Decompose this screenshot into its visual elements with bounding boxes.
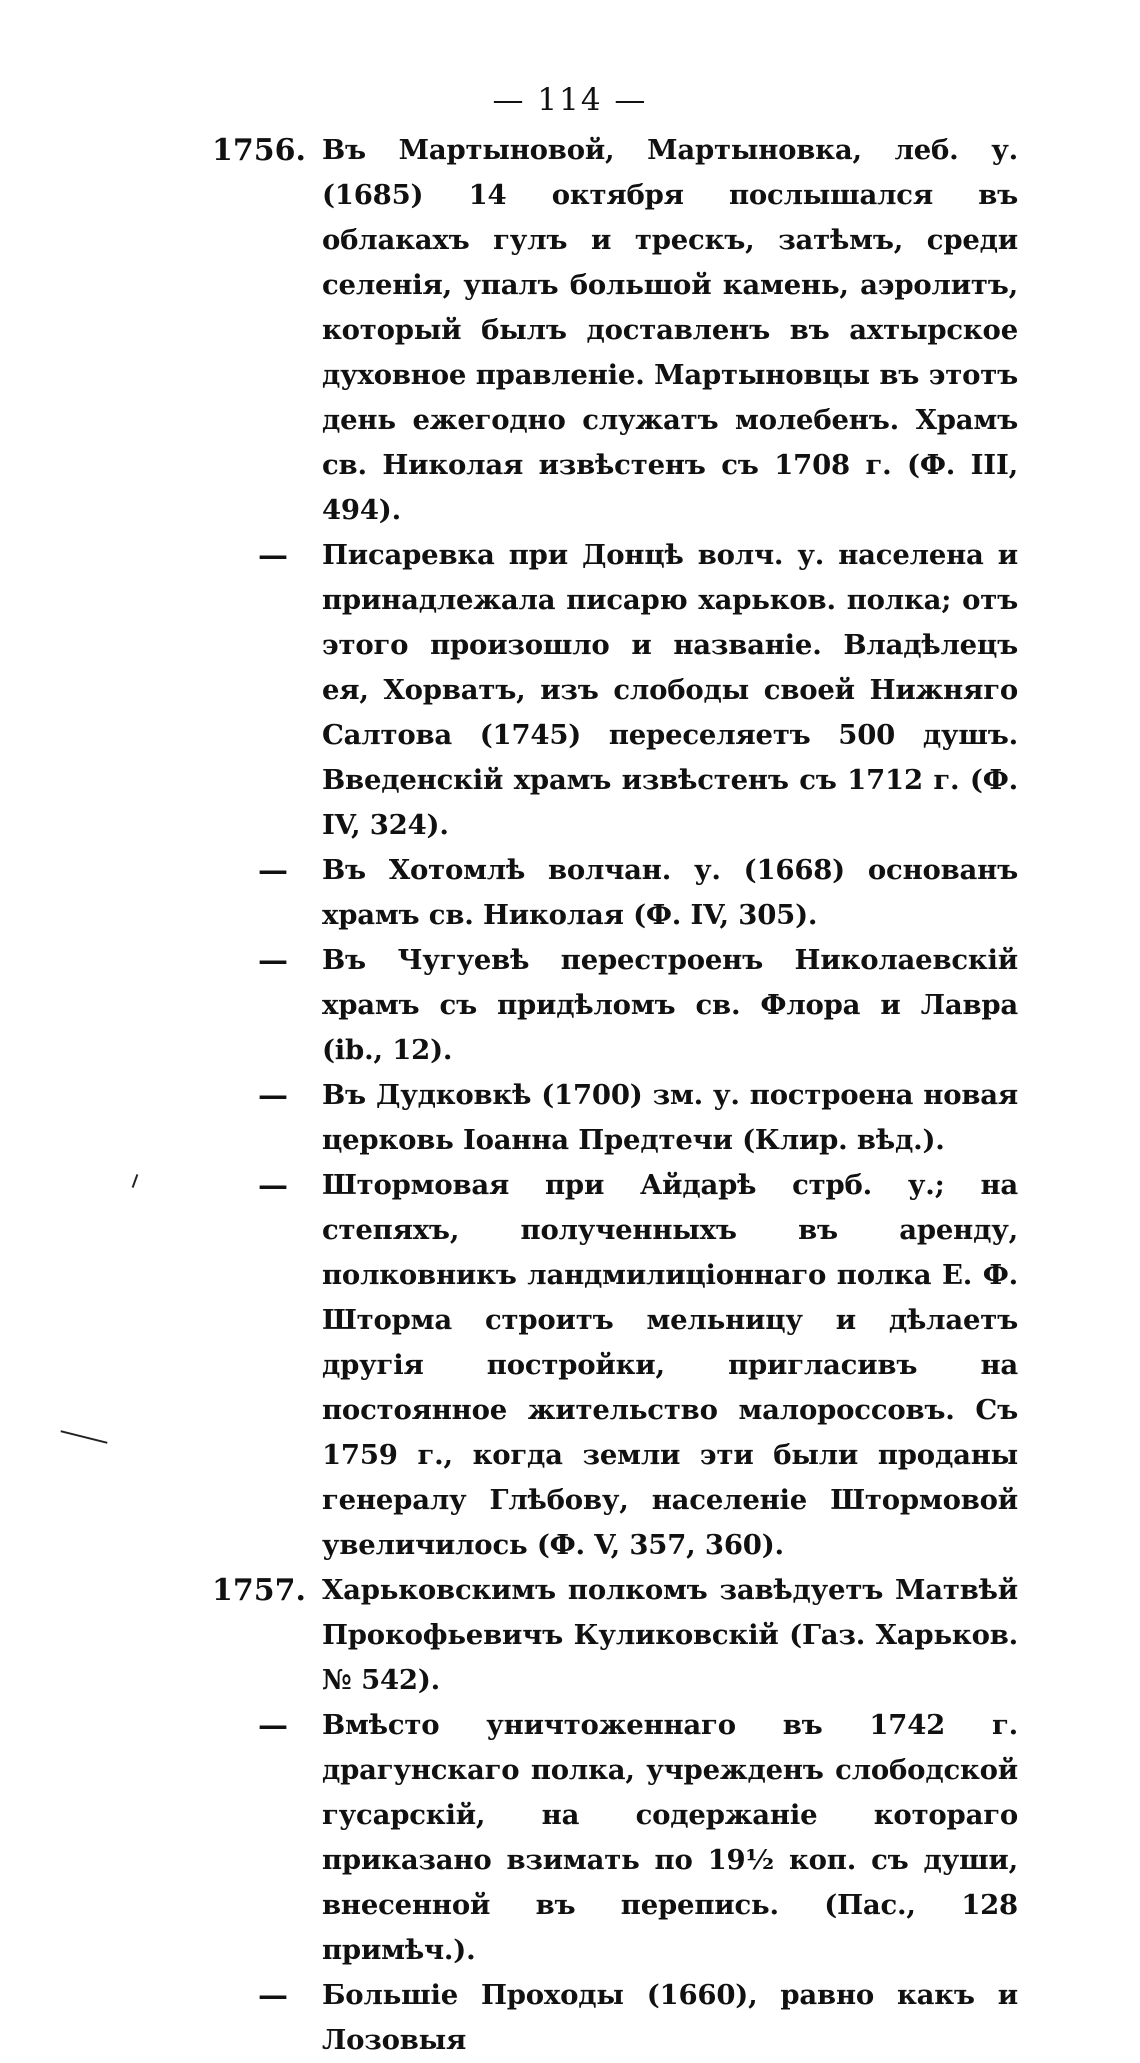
- entry-dash: —: [258, 538, 288, 573]
- entry-pisarevka: [0, 533, 1140, 848]
- entry-text: Писаревка при Донцѣ волч. у. населена и принадлежала писарю харьков. полка; отъ этого произошло и названіе. Владѣлецъ ея, Хорватъ, изъ слободы своей Нижняго Салтова (1745) переселяетъ 500 душъ. Введенскій храмъ извѣстенъ съ 1712 г. (Ф. IV, 324).: [322, 539, 1018, 841]
- entry-dudkovka: [0, 1073, 1140, 1163]
- entries-list: [0, 128, 1140, 2063]
- entry-dash: —: [258, 943, 288, 978]
- entry-shtormovaya: [0, 1163, 1140, 1568]
- entry-1756-martynovka: [0, 128, 1140, 533]
- page-number: — 114 —: [492, 82, 648, 118]
- entry-text: Въ Мартыновой, Мартыновка, леб. у. (1685) 14 октября послышался въ облакахъ гулъ и трескъ, затѣмъ, среди селенія, упалъ большой камень, аэролитъ, который былъ доставленъ въ ахтырское духовное правленіе. Мартыновцы въ этотъ день ежегодно служатъ молебенъ. Храмъ св. Николая извѣстенъ съ 1708 г. (Ф. III, 494).: [322, 134, 1018, 526]
- entry-dash: —: [258, 1978, 288, 2013]
- entry-bolshie-prokhody: [0, 1973, 1140, 2063]
- entry-dash: —: [258, 1708, 288, 1743]
- entry-hussar-regiment: [0, 1703, 1140, 1973]
- entry-dash: —: [258, 1078, 288, 1113]
- entry-dash: —: [258, 1168, 288, 1203]
- entry-text: Большіе Проходы (1660), равно какъ и Лозовыя: [322, 1979, 1018, 2056]
- entry-chuguev: [0, 938, 1140, 1073]
- entry-text: Въ Чугуевѣ перестроенъ Николаевскій храмъ съ придѣломъ св. Флора и Лавра (ib., 12).: [322, 944, 1018, 1066]
- entry-year: 1756.: [212, 133, 306, 168]
- entry-text: Вмѣсто уничтоженнаго въ 1742 г. драгунскаго полка, учрежденъ слободской гусарскій, на содержаніе котораго приказано взимать по 19½ коп. съ души, внесенной въ перепись. (Пас., 128 примѣч.).: [322, 1709, 1018, 1966]
- entry-khotomlya: [0, 848, 1140, 938]
- entry-dash: —: [258, 853, 288, 888]
- entry-text: Въ Дудковкѣ (1700) зм. у. построена новая церковь Іоанна Предтечи (Клир. вѣд.).: [322, 1079, 1018, 1156]
- entry-year: 1757.: [212, 1573, 306, 1608]
- entry-text: Харьковскимъ полкомъ завѣдуетъ Матвѣй Прокофьевичъ Куликовскій (Газ. Харьков. № 542).: [322, 1574, 1018, 1696]
- entry-text: Въ Хотомлѣ волчан. у. (1668) основанъ храмъ св. Николая (Ф. IV, 305).: [322, 854, 1018, 931]
- entry-text: Штормовая при Айдарѣ стрб. у.; на степяхъ, полученныхъ въ аренду, полковникъ ландмилиціоннаго полка Е. Ф. Шторма строитъ мельницу и дѣлаетъ другія постройки, пригласивъ на постоянное жительство малороссовъ. Съ 1759 г., когда земли эти были проданы генералу Глѣбову, населеніе Штормовой увеличилось (Ф. V, 357, 360).: [322, 1169, 1018, 1561]
